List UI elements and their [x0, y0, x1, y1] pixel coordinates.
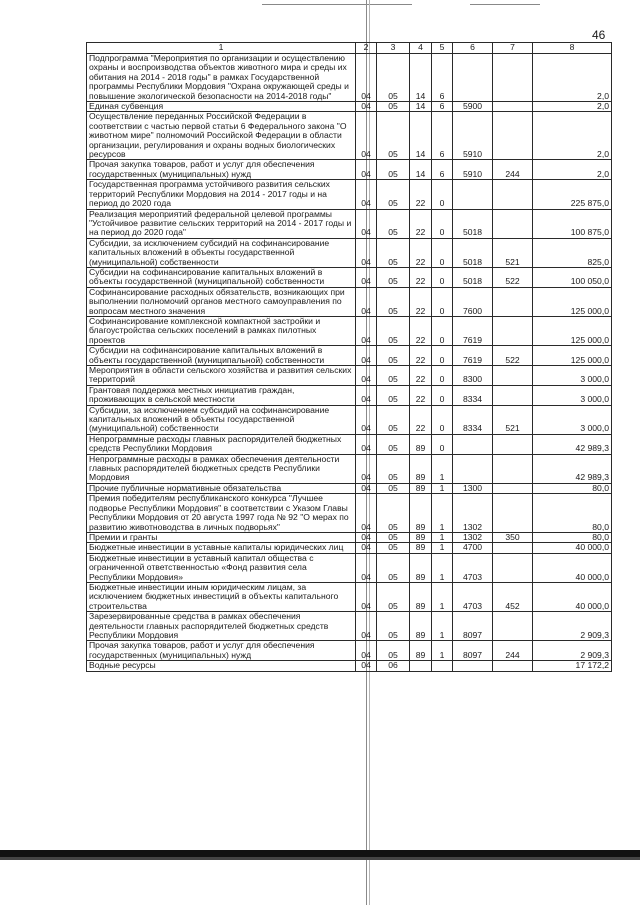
amount-cell: 125 000,0	[533, 287, 612, 316]
amount-cell: 2,0	[533, 160, 612, 180]
code-cell: 0	[432, 209, 453, 238]
code-cell	[453, 180, 493, 209]
row-name-cell: Государственная программа устойчивого развития сельских территорий Республики Мордовия на 2014 - 2017 годы и на период до 2020 года	[87, 180, 356, 209]
code-cell: 05	[377, 405, 410, 434]
amount-cell: 225 875,0	[533, 180, 612, 209]
table-row	[87, 661, 612, 671]
table-row	[87, 102, 612, 112]
code-cell: 0	[432, 346, 453, 366]
row-name-cell: Непрограммные расходы в рамках обеспечения деятельности главных распорядителей бюджетных средств Республики Мордовия	[87, 454, 356, 483]
code-cell: 05	[377, 385, 410, 405]
table-row	[87, 434, 612, 454]
code-cell: 05	[377, 180, 410, 209]
row-name-cell: Бюджетные инвестиции в уставные капиталы юридических лиц	[87, 543, 356, 553]
amount-cell: 3 000,0	[533, 385, 612, 405]
code-cell: 04	[356, 366, 377, 386]
code-cell	[493, 434, 533, 454]
code-cell	[493, 112, 533, 160]
code-cell: 05	[377, 366, 410, 386]
code-cell: 22	[410, 346, 432, 366]
code-cell: 4703	[453, 553, 493, 582]
table-row	[87, 287, 612, 316]
code-cell: 6	[432, 102, 453, 112]
code-cell: 05	[377, 612, 410, 641]
table-row	[87, 543, 612, 553]
code-cell: 04	[356, 553, 377, 582]
code-cell: 04	[356, 160, 377, 180]
table-row	[87, 112, 612, 160]
table-row	[87, 267, 612, 287]
code-cell: 350	[493, 532, 533, 542]
code-cell: 05	[377, 112, 410, 160]
code-cell: 05	[377, 532, 410, 542]
code-cell: 6	[432, 112, 453, 160]
table-row	[87, 532, 612, 542]
row-name-cell: Осуществление переданных Российской Федерации в соответствии с частью первой статьи 6 Федерального закона "О животном мире" полномочий Российской Федерации в области организации, регулирования и охраны водных биологических ресурсов	[87, 112, 356, 160]
code-cell: 04	[356, 54, 377, 102]
code-cell: 6	[432, 54, 453, 102]
code-cell: 452	[493, 582, 533, 611]
row-name-cell: Софинансирование комплексной компактной застройки и благоустройства сельских поселений в рамках пилотных проектов	[87, 316, 356, 345]
row-name-cell: Премия победителям республиканского конкурса "Лучшее подворье Республики Мордовия" в соответствии с Указом Главы Республики Мордовия от 20 августа 1997 года № 92 "О мерах по развитию животноводства в личных подворьях"	[87, 494, 356, 533]
amount-cell: 42 989,3	[533, 434, 612, 454]
code-cell: 5018	[453, 209, 493, 238]
code-cell: 22	[410, 267, 432, 287]
code-cell: 05	[377, 582, 410, 611]
code-cell: 0	[432, 316, 453, 345]
code-cell: 22	[410, 238, 432, 267]
code-cell	[453, 434, 493, 454]
code-cell: 05	[377, 346, 410, 366]
code-cell	[493, 366, 533, 386]
column-header: 3	[377, 43, 410, 54]
row-name-cell: Реализация мероприятий федеральной целевой программы "Устойчивое развитие сельских территорий на 2014 - 2017 годы и на период до 2020 года"	[87, 209, 356, 238]
code-cell: 0	[432, 366, 453, 386]
amount-cell: 17 172,2	[533, 661, 612, 671]
code-cell: 04	[356, 494, 377, 533]
code-cell: 06	[377, 661, 410, 671]
code-cell: 1302	[453, 494, 493, 533]
code-cell: 05	[377, 641, 410, 661]
code-cell: 04	[356, 209, 377, 238]
amount-cell: 80,0	[533, 483, 612, 493]
scan-bottom-edge	[0, 850, 640, 857]
code-cell: 1300	[453, 483, 493, 493]
code-cell: 0	[432, 267, 453, 287]
column-header: 2	[356, 43, 377, 54]
page-number: 46	[592, 28, 606, 42]
code-cell: 05	[377, 454, 410, 483]
code-cell: 0	[432, 405, 453, 434]
code-cell	[493, 287, 533, 316]
code-cell: 8097	[453, 612, 493, 641]
amount-cell: 100 875,0	[533, 209, 612, 238]
code-cell: 0	[432, 287, 453, 316]
code-cell: 05	[377, 102, 410, 112]
amount-cell: 125 000,0	[533, 346, 612, 366]
code-cell: 04	[356, 238, 377, 267]
code-cell	[493, 612, 533, 641]
code-cell: 521	[493, 405, 533, 434]
code-cell: 22	[410, 180, 432, 209]
code-cell: 05	[377, 553, 410, 582]
row-name-cell: Подпрограмма "Мероприятия по организации и осуществлению охраны и воспроизводства объектов животного мира и среды их обитания на 2014 - 2018 годы" в рамках Государственной программы Республики Мордовия "Охрана окружающей среды и повышение экологической безопасности на 2014-2018 годы"	[87, 54, 356, 102]
code-cell: 6	[432, 160, 453, 180]
table-row	[87, 641, 612, 661]
code-cell: 1	[432, 612, 453, 641]
code-cell: 0	[432, 238, 453, 267]
row-name-cell: Субсидии на софинансирование капитальных вложений в объекты государственной (муниципальной) собственности	[87, 267, 356, 287]
table-row	[87, 160, 612, 180]
code-cell: 8300	[453, 366, 493, 386]
table-row	[87, 209, 612, 238]
code-cell: 22	[410, 366, 432, 386]
row-name-cell: Премии и гранты	[87, 532, 356, 542]
code-cell	[493, 102, 533, 112]
column-header: 1	[87, 43, 356, 54]
amount-cell: 2 909,3	[533, 612, 612, 641]
amount-cell: 3 000,0	[533, 366, 612, 386]
code-cell: 04	[356, 180, 377, 209]
code-cell: 05	[377, 54, 410, 102]
code-cell: 1	[432, 532, 453, 542]
scan-bottom-edge	[0, 857, 640, 860]
row-name-cell: Прочие публичные нормативные обязательства	[87, 483, 356, 493]
code-cell: 05	[377, 238, 410, 267]
code-cell: 05	[377, 494, 410, 533]
row-name-cell: Бюджетные инвестиции в уставный капитал общества с ограниченной ответственностью «Фонд развития села Республики Мордовия»	[87, 553, 356, 582]
amount-cell: 42 989,3	[533, 454, 612, 483]
code-cell: 1	[432, 553, 453, 582]
code-cell: 04	[356, 316, 377, 345]
amount-cell: 125 000,0	[533, 316, 612, 345]
amount-cell: 3 000,0	[533, 405, 612, 434]
table-row	[87, 366, 612, 386]
row-name-cell: Мероприятия в области сельского хозяйства и развития сельских территорий	[87, 366, 356, 386]
code-cell: 05	[377, 434, 410, 454]
amount-cell: 40 000,0	[533, 582, 612, 611]
code-cell: 04	[356, 102, 377, 112]
code-cell: 1	[432, 582, 453, 611]
code-cell: 8097	[453, 641, 493, 661]
row-name-cell: Софинансирование расходных обязательств, возникающих при выполнении полномочий органов местного самоуправления по вопросам местного значения	[87, 287, 356, 316]
scan-artifact	[470, 4, 540, 5]
code-cell: 4700	[453, 543, 493, 553]
column-header: 5	[432, 43, 453, 54]
code-cell: 14	[410, 112, 432, 160]
code-cell	[493, 454, 533, 483]
code-cell	[493, 661, 533, 671]
code-cell: 04	[356, 483, 377, 493]
code-cell: 89	[410, 483, 432, 493]
amount-cell: 40 000,0	[533, 543, 612, 553]
row-name-cell: Прочая закупка товаров, работ и услуг для обеспечения государственных (муниципальных) нужд	[87, 641, 356, 661]
column-header: 6	[453, 43, 493, 54]
row-name-cell: Единая субвенция	[87, 102, 356, 112]
row-name-cell: Водные ресурсы	[87, 661, 356, 671]
code-cell: 04	[356, 661, 377, 671]
table-row	[87, 494, 612, 533]
row-name-cell: Бюджетные инвестиции иным юридическим лицам, за исключением бюджетных инвестиций в объекты капитального строительства	[87, 582, 356, 611]
code-cell: 5910	[453, 160, 493, 180]
code-cell: 04	[356, 405, 377, 434]
budget-table	[86, 42, 612, 672]
code-cell	[453, 454, 493, 483]
table-header-row	[87, 43, 612, 54]
amount-cell: 80,0	[533, 532, 612, 542]
table-row	[87, 54, 612, 102]
code-cell: 5018	[453, 267, 493, 287]
code-cell: 05	[377, 267, 410, 287]
table-row	[87, 582, 612, 611]
code-cell	[493, 316, 533, 345]
code-cell: 89	[410, 612, 432, 641]
code-cell: 05	[377, 287, 410, 316]
code-cell: 89	[410, 582, 432, 611]
code-cell: 1	[432, 543, 453, 553]
code-cell: 0	[432, 434, 453, 454]
code-cell: 522	[493, 346, 533, 366]
row-name-cell: Грантовая поддержка местных инициатив граждан, проживающих в сельской местности	[87, 385, 356, 405]
code-cell: 05	[377, 316, 410, 345]
code-cell: 1	[432, 494, 453, 533]
code-cell: 04	[356, 612, 377, 641]
code-cell	[493, 553, 533, 582]
amount-cell: 2,0	[533, 112, 612, 160]
code-cell: 0	[432, 180, 453, 209]
column-header: 4	[410, 43, 432, 54]
row-name-cell: Непрограммные расходы главных распорядителей бюджетных средств Республики Мордовия	[87, 434, 356, 454]
code-cell	[493, 543, 533, 553]
code-cell: 244	[493, 160, 533, 180]
code-cell: 04	[356, 287, 377, 316]
table-row	[87, 180, 612, 209]
code-cell: 22	[410, 287, 432, 316]
code-cell: 5910	[453, 112, 493, 160]
code-cell: 89	[410, 434, 432, 454]
code-cell: 522	[493, 267, 533, 287]
code-cell	[432, 661, 453, 671]
code-cell: 14	[410, 160, 432, 180]
scan-artifact	[262, 4, 412, 5]
code-cell	[493, 180, 533, 209]
code-cell: 04	[356, 582, 377, 611]
table-row	[87, 454, 612, 483]
code-cell	[493, 483, 533, 493]
code-cell: 14	[410, 54, 432, 102]
code-cell: 0	[432, 385, 453, 405]
code-cell: 22	[410, 385, 432, 405]
code-cell: 04	[356, 346, 377, 366]
amount-cell: 2 909,3	[533, 641, 612, 661]
code-cell	[410, 661, 432, 671]
code-cell: 04	[356, 532, 377, 542]
column-header: 7	[493, 43, 533, 54]
code-cell: 04	[356, 267, 377, 287]
code-cell: 05	[377, 483, 410, 493]
amount-cell: 2,0	[533, 54, 612, 102]
code-cell: 05	[377, 543, 410, 553]
row-name-cell: Субсидии, за исключением субсидий на софинансирование капитальных вложений в объекты государственной (муниципальной) собственности	[87, 238, 356, 267]
table-row	[87, 346, 612, 366]
row-name-cell: Субсидии на софинансирование капитальных вложений в объекты государственной (муниципальной) собственности	[87, 346, 356, 366]
code-cell: 05	[377, 160, 410, 180]
code-cell: 1	[432, 641, 453, 661]
code-cell	[493, 209, 533, 238]
code-cell: 14	[410, 102, 432, 112]
code-cell: 1	[432, 454, 453, 483]
code-cell: 89	[410, 641, 432, 661]
code-cell: 5018	[453, 238, 493, 267]
table-row	[87, 405, 612, 434]
table-row	[87, 238, 612, 267]
table-row	[87, 385, 612, 405]
table-body	[87, 54, 612, 672]
code-cell: 04	[356, 112, 377, 160]
table-row	[87, 316, 612, 345]
column-header: 8	[533, 43, 612, 54]
amount-cell: 40 000,0	[533, 553, 612, 582]
code-cell: 04	[356, 385, 377, 405]
code-cell: 8334	[453, 385, 493, 405]
amount-cell: 2,0	[533, 102, 612, 112]
code-cell	[493, 54, 533, 102]
code-cell: 1302	[453, 532, 493, 542]
amount-cell: 80,0	[533, 494, 612, 533]
code-cell: 04	[356, 543, 377, 553]
code-cell: 7600	[453, 287, 493, 316]
code-cell	[493, 494, 533, 533]
code-cell: 04	[356, 454, 377, 483]
code-cell: 244	[493, 641, 533, 661]
code-cell: 04	[356, 641, 377, 661]
code-cell: 05	[377, 209, 410, 238]
code-cell: 22	[410, 405, 432, 434]
code-cell	[453, 54, 493, 102]
code-cell: 1	[432, 483, 453, 493]
table-row	[87, 612, 612, 641]
code-cell	[493, 385, 533, 405]
code-cell: 89	[410, 532, 432, 542]
code-cell: 521	[493, 238, 533, 267]
table-row	[87, 483, 612, 493]
code-cell: 5900	[453, 102, 493, 112]
code-cell: 22	[410, 316, 432, 345]
row-name-cell: Зарезервированные средства в рамках обеспечения деятельности главных распорядителей бюджетных средств Республики Мордовия	[87, 612, 356, 641]
amount-cell: 825,0	[533, 238, 612, 267]
code-cell: 89	[410, 543, 432, 553]
code-cell: 89	[410, 553, 432, 582]
code-cell: 89	[410, 494, 432, 533]
code-cell: 7619	[453, 346, 493, 366]
row-name-cell: Субсидии, за исключением субсидий на софинансирование капитальных вложений в объекты государственной (муниципальной) собственности	[87, 405, 356, 434]
code-cell: 4703	[453, 582, 493, 611]
code-cell	[453, 661, 493, 671]
table-row	[87, 553, 612, 582]
code-cell: 22	[410, 209, 432, 238]
row-name-cell: Прочая закупка товаров, работ и услуг для обеспечения государственных (муниципальных) нужд	[87, 160, 356, 180]
code-cell: 7619	[453, 316, 493, 345]
code-cell: 04	[356, 434, 377, 454]
amount-cell: 100 050,0	[533, 267, 612, 287]
code-cell: 89	[410, 454, 432, 483]
code-cell: 8334	[453, 405, 493, 434]
